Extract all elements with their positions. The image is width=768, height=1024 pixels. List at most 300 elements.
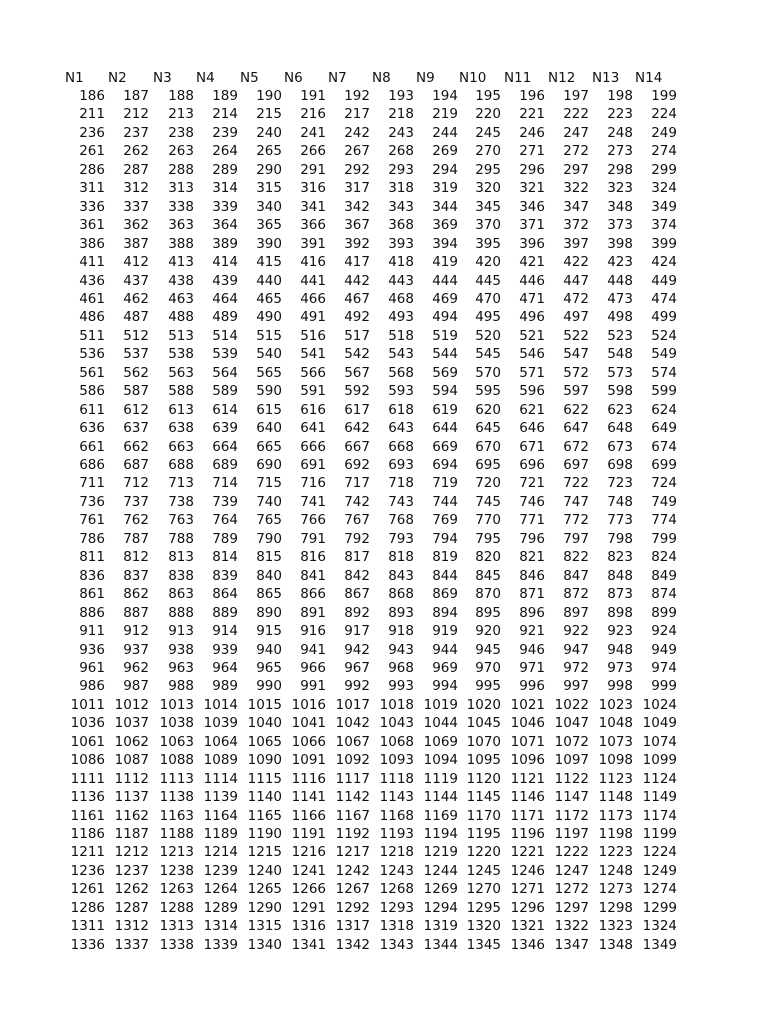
table-cell: 944 <box>432 641 458 658</box>
table-cell: 268 <box>388 143 414 160</box>
table-cell: 722 <box>563 475 589 492</box>
table-cell: 973 <box>607 659 633 676</box>
table-cell: 717 <box>344 475 370 492</box>
table-cell: 367 <box>344 217 370 234</box>
table-cell: 740 <box>256 493 282 510</box>
table-cell: 989 <box>212 678 238 695</box>
table-cell: 643 <box>388 420 414 437</box>
table-cell: 813 <box>168 549 194 566</box>
table-cell: 1062 <box>114 733 149 750</box>
table-cell: 488 <box>168 309 194 326</box>
table-cell: 1195 <box>466 826 501 842</box>
table-cell: 571 <box>519 364 545 381</box>
table-cell: 1343 <box>379 936 414 953</box>
table-cell: 1093 <box>379 752 414 769</box>
table-cell: 619 <box>432 401 458 418</box>
table-cell: 1139 <box>203 789 238 806</box>
table-cell: 673 <box>607 438 633 455</box>
table-cell: 863 <box>168 586 194 603</box>
table-cell: 540 <box>256 346 282 363</box>
table-cell: 489 <box>212 309 238 326</box>
table-cell: 1168 <box>379 807 414 824</box>
table-cell: 368 <box>388 217 414 234</box>
table-cell: 1321 <box>510 918 545 935</box>
table-cell: 322 <box>563 180 589 197</box>
table-cell: 770 <box>475 512 501 529</box>
table-cell: 195 <box>475 88 501 104</box>
table-cell: 1016 <box>291 696 326 713</box>
table-cell: 824 <box>651 549 677 566</box>
table-cell: 711 <box>79 475 105 492</box>
table-cell: 912 <box>123 623 149 640</box>
table-cell: 891 <box>300 604 326 621</box>
table-cell: 972 <box>563 659 589 676</box>
table-cell: 341 <box>300 198 326 215</box>
table-cell: 1146 <box>510 789 545 806</box>
table-cell: 597 <box>563 383 589 400</box>
table-cell: 720 <box>475 475 501 492</box>
table-cell: 272 <box>563 143 589 160</box>
table-cell: 724 <box>651 475 677 492</box>
table-cell: 348 <box>607 198 633 215</box>
table-cell: 1323 <box>598 918 633 935</box>
table-cell: 545 <box>475 346 501 363</box>
table-cell: 1313 <box>159 918 194 935</box>
table-cell: 965 <box>256 659 282 676</box>
table-cell: 746 <box>519 493 545 510</box>
table-cell: 915 <box>256 623 282 640</box>
column-header: N10 <box>459 70 487 86</box>
table-cell: 1165 <box>247 807 282 824</box>
table-cell: 189 <box>212 88 238 104</box>
table-cell: 448 <box>607 272 633 289</box>
table-cell: 1223 <box>598 844 633 861</box>
table-cell: 888 <box>168 604 194 621</box>
table-cell: 620 <box>475 401 501 418</box>
table-cell: 789 <box>212 530 238 547</box>
table-cell: 667 <box>344 438 370 455</box>
table-cell: 1017 <box>335 696 370 713</box>
table-cell: 416 <box>300 254 326 271</box>
table-cell: 411 <box>79 254 105 271</box>
table-cell: 462 <box>123 290 149 307</box>
table-cell: 1162 <box>114 807 149 824</box>
table-cell: 1144 <box>423 789 458 806</box>
table-cell: 1221 <box>510 844 545 861</box>
table-cell: 471 <box>519 290 545 307</box>
table-cell: 1114 <box>203 770 238 787</box>
table-cell: 918 <box>388 623 414 640</box>
table-cell: 1019 <box>423 696 458 713</box>
table-cell: 340 <box>256 198 282 215</box>
table-cell: 246 <box>519 124 545 141</box>
table-cell: 744 <box>432 493 458 510</box>
table-cell: 1312 <box>114 918 149 935</box>
table-cell: 790 <box>256 530 282 547</box>
table-cell: 449 <box>651 272 677 289</box>
table-cell: 1064 <box>203 733 238 750</box>
table-cell: 274 <box>651 143 677 160</box>
table-cell: 898 <box>607 604 633 621</box>
table-cell: 668 <box>388 438 414 455</box>
table-cell: 1322 <box>554 918 589 935</box>
table-cell: 388 <box>168 235 194 252</box>
column-header: N11 <box>504 70 532 86</box>
table-cell: 1142 <box>335 789 370 806</box>
table-cell: 665 <box>256 438 282 455</box>
table-cell: 520 <box>475 327 501 344</box>
table-cell: 465 <box>256 290 282 307</box>
table-cell: 698 <box>607 457 633 473</box>
table-cell: 718 <box>388 475 414 492</box>
table-cell: 497 <box>563 309 589 326</box>
table-cell: 738 <box>168 493 194 510</box>
table-cell: 1274 <box>642 881 677 898</box>
table-cell: 370 <box>475 217 501 234</box>
table-cell: 843 <box>388 567 414 584</box>
table-cell: 445 <box>475 272 501 289</box>
table-cell: 424 <box>651 254 677 271</box>
table-cell: 896 <box>519 604 545 621</box>
table-cell: 688 <box>168 457 194 473</box>
table-cell: 1039 <box>203 715 238 732</box>
table-cell: 346 <box>519 198 545 215</box>
table-cell: 1113 <box>159 770 194 787</box>
table-cell: 1046 <box>510 715 545 732</box>
table-cell: 616 <box>300 401 326 418</box>
table-cell: 666 <box>300 438 326 455</box>
table-cell: 988 <box>168 678 194 695</box>
table-cell: 1347 <box>554 936 589 953</box>
table-cell: 499 <box>651 309 677 326</box>
table-cell: 1287 <box>114 899 149 916</box>
table-cell: 1249 <box>642 862 677 879</box>
table-cell: 188 <box>168 88 194 104</box>
table-cell: 995 <box>475 678 501 695</box>
table-cell: 814 <box>212 549 238 566</box>
table-cell: 399 <box>651 235 677 252</box>
table-cell: 342 <box>344 198 370 215</box>
table-cell: 1243 <box>379 862 414 879</box>
column-header: N5 <box>240 70 259 86</box>
table-cell: 1296 <box>510 899 545 916</box>
table-cell: 992 <box>344 678 370 695</box>
table-cell: 544 <box>432 346 458 363</box>
table-cell: 338 <box>168 198 194 215</box>
table-cell: 816 <box>300 549 326 566</box>
table-cell: 1169 <box>423 807 458 824</box>
table-cell: 365 <box>256 217 282 234</box>
table-cell: 436 <box>79 272 105 289</box>
table-cell: 821 <box>519 549 545 566</box>
table-cell: 742 <box>344 493 370 510</box>
table-cell: 565 <box>256 364 282 381</box>
table-cell: 387 <box>123 235 149 252</box>
table-cell: 219 <box>432 106 458 123</box>
table-cell: 469 <box>432 290 458 307</box>
table-cell: 819 <box>432 549 458 566</box>
table-cell: 466 <box>300 290 326 307</box>
table-cell: 764 <box>212 512 238 529</box>
table-cell: 291 <box>300 161 326 178</box>
table-cell: 967 <box>344 659 370 676</box>
table-cell: 1061 <box>70 733 105 750</box>
table-cell: 1069 <box>423 733 458 750</box>
table-cell: 715 <box>256 475 282 492</box>
table-cell: 937 <box>123 641 149 658</box>
table-cell: 1147 <box>554 789 589 806</box>
table-cell: 295 <box>475 161 501 178</box>
table-cell: 394 <box>432 235 458 252</box>
table-cell: 1265 <box>247 881 282 898</box>
table-cell: 224 <box>651 106 677 123</box>
table-cell: 793 <box>388 530 414 547</box>
table-cell: 239 <box>212 124 238 141</box>
table-cell: 645 <box>475 420 501 437</box>
table-cell: 893 <box>388 604 414 621</box>
table-cell: 1316 <box>291 918 326 935</box>
table-cell: 1163 <box>159 807 194 824</box>
table-cell: 1320 <box>466 918 501 935</box>
table-cell: 248 <box>607 124 633 141</box>
table-cell: 441 <box>300 272 326 289</box>
table-cell: 1246 <box>510 862 545 879</box>
table-cell: 1111 <box>70 770 105 787</box>
table-cell: 512 <box>123 327 149 344</box>
table-cell: 1324 <box>642 918 677 935</box>
table-cell: 1172 <box>554 807 589 824</box>
table-cell: 938 <box>168 641 194 658</box>
table-cell: 393 <box>388 235 414 252</box>
table-cell: 1336 <box>70 936 105 953</box>
table-cell: 1217 <box>335 844 370 861</box>
table-cell: 1094 <box>423 752 458 769</box>
table-cell: 417 <box>344 254 370 271</box>
table-cell: 1271 <box>510 881 545 898</box>
table-cell: 536 <box>79 346 105 363</box>
table-cell: 413 <box>168 254 194 271</box>
table-cell: 564 <box>212 364 238 381</box>
table-cell: 464 <box>212 290 238 307</box>
table-cell: 568 <box>388 364 414 381</box>
table-cell: 421 <box>519 254 545 271</box>
table-cell: 444 <box>432 272 458 289</box>
table-cell: 921 <box>519 623 545 640</box>
table-cell: 868 <box>388 586 414 603</box>
table-cell: 1038 <box>159 715 194 732</box>
table-cell: 713 <box>168 475 194 492</box>
table-cell: 869 <box>432 586 458 603</box>
table-cell: 1211 <box>70 844 105 861</box>
table-cell: 638 <box>168 420 194 437</box>
table-cell: 498 <box>607 309 633 326</box>
table-cell: 1049 <box>642 715 677 732</box>
table-cell: 640 <box>256 420 282 437</box>
table-cell: 264 <box>212 143 238 160</box>
table-cell: 990 <box>256 678 282 695</box>
table-cell: 886 <box>79 604 105 621</box>
table-cell: 1239 <box>203 862 238 879</box>
table-cell: 495 <box>475 309 501 326</box>
table-cell: 490 <box>256 309 282 326</box>
table-cell: 538 <box>168 346 194 363</box>
table-cell: 1263 <box>159 881 194 898</box>
table-cell: 223 <box>607 106 633 123</box>
table-cell: 913 <box>168 623 194 640</box>
table-cell: 1339 <box>203 936 238 953</box>
table-cell: 522 <box>563 327 589 344</box>
table-cell: 873 <box>607 586 633 603</box>
table-cell: 943 <box>388 641 414 658</box>
table-cell: 842 <box>344 567 370 584</box>
table-cell: 1318 <box>379 918 414 935</box>
table-cell: 839 <box>212 567 238 584</box>
table-cell: 1218 <box>379 844 414 861</box>
table-cell: 812 <box>123 549 149 566</box>
table-cell: 371 <box>519 217 545 234</box>
table-cell: 467 <box>344 290 370 307</box>
table-cell: 862 <box>123 586 149 603</box>
table-cell: 374 <box>651 217 677 234</box>
table-cell: 786 <box>79 530 105 547</box>
table-cell: 324 <box>651 180 677 197</box>
table-cell: 637 <box>123 420 149 437</box>
table-cell: 747 <box>563 493 589 510</box>
table-cell: 521 <box>519 327 545 344</box>
table-cell: 299 <box>651 161 677 178</box>
table-cell: 699 <box>651 457 677 473</box>
table-cell: 719 <box>432 475 458 492</box>
table-cell: 320 <box>475 180 501 197</box>
table-cell: 994 <box>432 678 458 695</box>
column-header: N7 <box>328 70 347 86</box>
table-cell: 1149 <box>642 789 677 806</box>
table-cell: 1164 <box>203 807 238 824</box>
table-cell: 1199 <box>642 826 677 842</box>
table-cell: 542 <box>344 346 370 363</box>
table-cell: 321 <box>519 180 545 197</box>
table-cell: 1023 <box>598 696 633 713</box>
table-cell: 772 <box>563 512 589 529</box>
table-cell: 799 <box>651 530 677 547</box>
table-cell: 1220 <box>466 844 501 861</box>
table-cell: 693 <box>388 457 414 473</box>
table-cell: 362 <box>123 217 149 234</box>
table-cell: 914 <box>212 623 238 640</box>
table-cell: 361 <box>79 217 105 234</box>
table-cell: 240 <box>256 124 282 141</box>
table-cell: 398 <box>607 235 633 252</box>
table-cell: 916 <box>300 623 326 640</box>
table-cell: 1272 <box>554 881 589 898</box>
table-cell: 674 <box>651 438 677 455</box>
table-cell: 1112 <box>114 770 149 787</box>
table-cell: 420 <box>475 254 501 271</box>
column-header: N12 <box>548 70 576 86</box>
table-cell: 590 <box>256 383 282 400</box>
table-cell: 1344 <box>423 936 458 953</box>
table-cell: 213 <box>168 106 194 123</box>
table-cell: 848 <box>607 567 633 584</box>
table-cell: 294 <box>432 161 458 178</box>
table-cell: 940 <box>256 641 282 658</box>
table-cell: 920 <box>475 623 501 640</box>
table-cell: 573 <box>607 364 633 381</box>
table-cell: 1091 <box>291 752 326 769</box>
table-cell: 319 <box>432 180 458 197</box>
table-cell: 1074 <box>642 733 677 750</box>
table-cell: 961 <box>79 659 105 676</box>
table-cell: 1261 <box>70 881 105 898</box>
table-cell: 1116 <box>291 770 326 787</box>
table-cell: 461 <box>79 290 105 307</box>
table-cell: 769 <box>432 512 458 529</box>
table-cell: 941 <box>300 641 326 658</box>
table-cell: 1170 <box>466 807 501 824</box>
table-cell: 298 <box>607 161 633 178</box>
table-cell: 563 <box>168 364 194 381</box>
table-cell: 796 <box>519 530 545 547</box>
table-cell: 611 <box>79 401 105 418</box>
table-cell: 968 <box>388 659 414 676</box>
table-cell: 392 <box>344 235 370 252</box>
table-cell: 591 <box>300 383 326 400</box>
table-cell: 517 <box>344 327 370 344</box>
table-cell: 513 <box>168 327 194 344</box>
table-cell: 817 <box>344 549 370 566</box>
table-cell: 1194 <box>423 826 458 842</box>
table-cell: 1236 <box>70 862 105 879</box>
table-cell: 622 <box>563 401 589 418</box>
table-cell: 924 <box>651 623 677 640</box>
table-cell: 419 <box>432 254 458 271</box>
table-cell: 945 <box>475 641 501 658</box>
table-cell: 969 <box>432 659 458 676</box>
table-cell: 1097 <box>554 752 589 769</box>
table-cell: 1212 <box>114 844 149 861</box>
table-cell: 763 <box>168 512 194 529</box>
table-cell: 1136 <box>70 789 105 806</box>
table-cell: 523 <box>607 327 633 344</box>
table-cell: 440 <box>256 272 282 289</box>
table-cell: 447 <box>563 272 589 289</box>
table-cell: 1346 <box>510 936 545 953</box>
table-cell: 1295 <box>466 899 501 916</box>
table-cell: 247 <box>563 124 589 141</box>
table-cell: 867 <box>344 586 370 603</box>
table-cell: 589 <box>212 383 238 400</box>
table-cell: 596 <box>519 383 545 400</box>
table-cell: 1315 <box>247 918 282 935</box>
table-cell: 548 <box>607 346 633 363</box>
table-cell: 837 <box>123 567 149 584</box>
table-cell: 1245 <box>466 862 501 879</box>
table-cell: 199 <box>651 88 677 104</box>
table-cell: 737 <box>123 493 149 510</box>
table-cell: 1319 <box>423 918 458 935</box>
table-cell: 991 <box>300 678 326 695</box>
table-cell: 1198 <box>598 826 633 842</box>
table-cell: 1192 <box>335 826 370 842</box>
table-cell: 664 <box>212 438 238 455</box>
table-cell: 241 <box>300 124 326 141</box>
table-cell: 798 <box>607 530 633 547</box>
table-cell: 336 <box>79 198 105 215</box>
table-cell: 369 <box>432 217 458 234</box>
table-cell: 1270 <box>466 881 501 898</box>
table-cell: 1273 <box>598 881 633 898</box>
table-cell: 1187 <box>114 826 149 842</box>
